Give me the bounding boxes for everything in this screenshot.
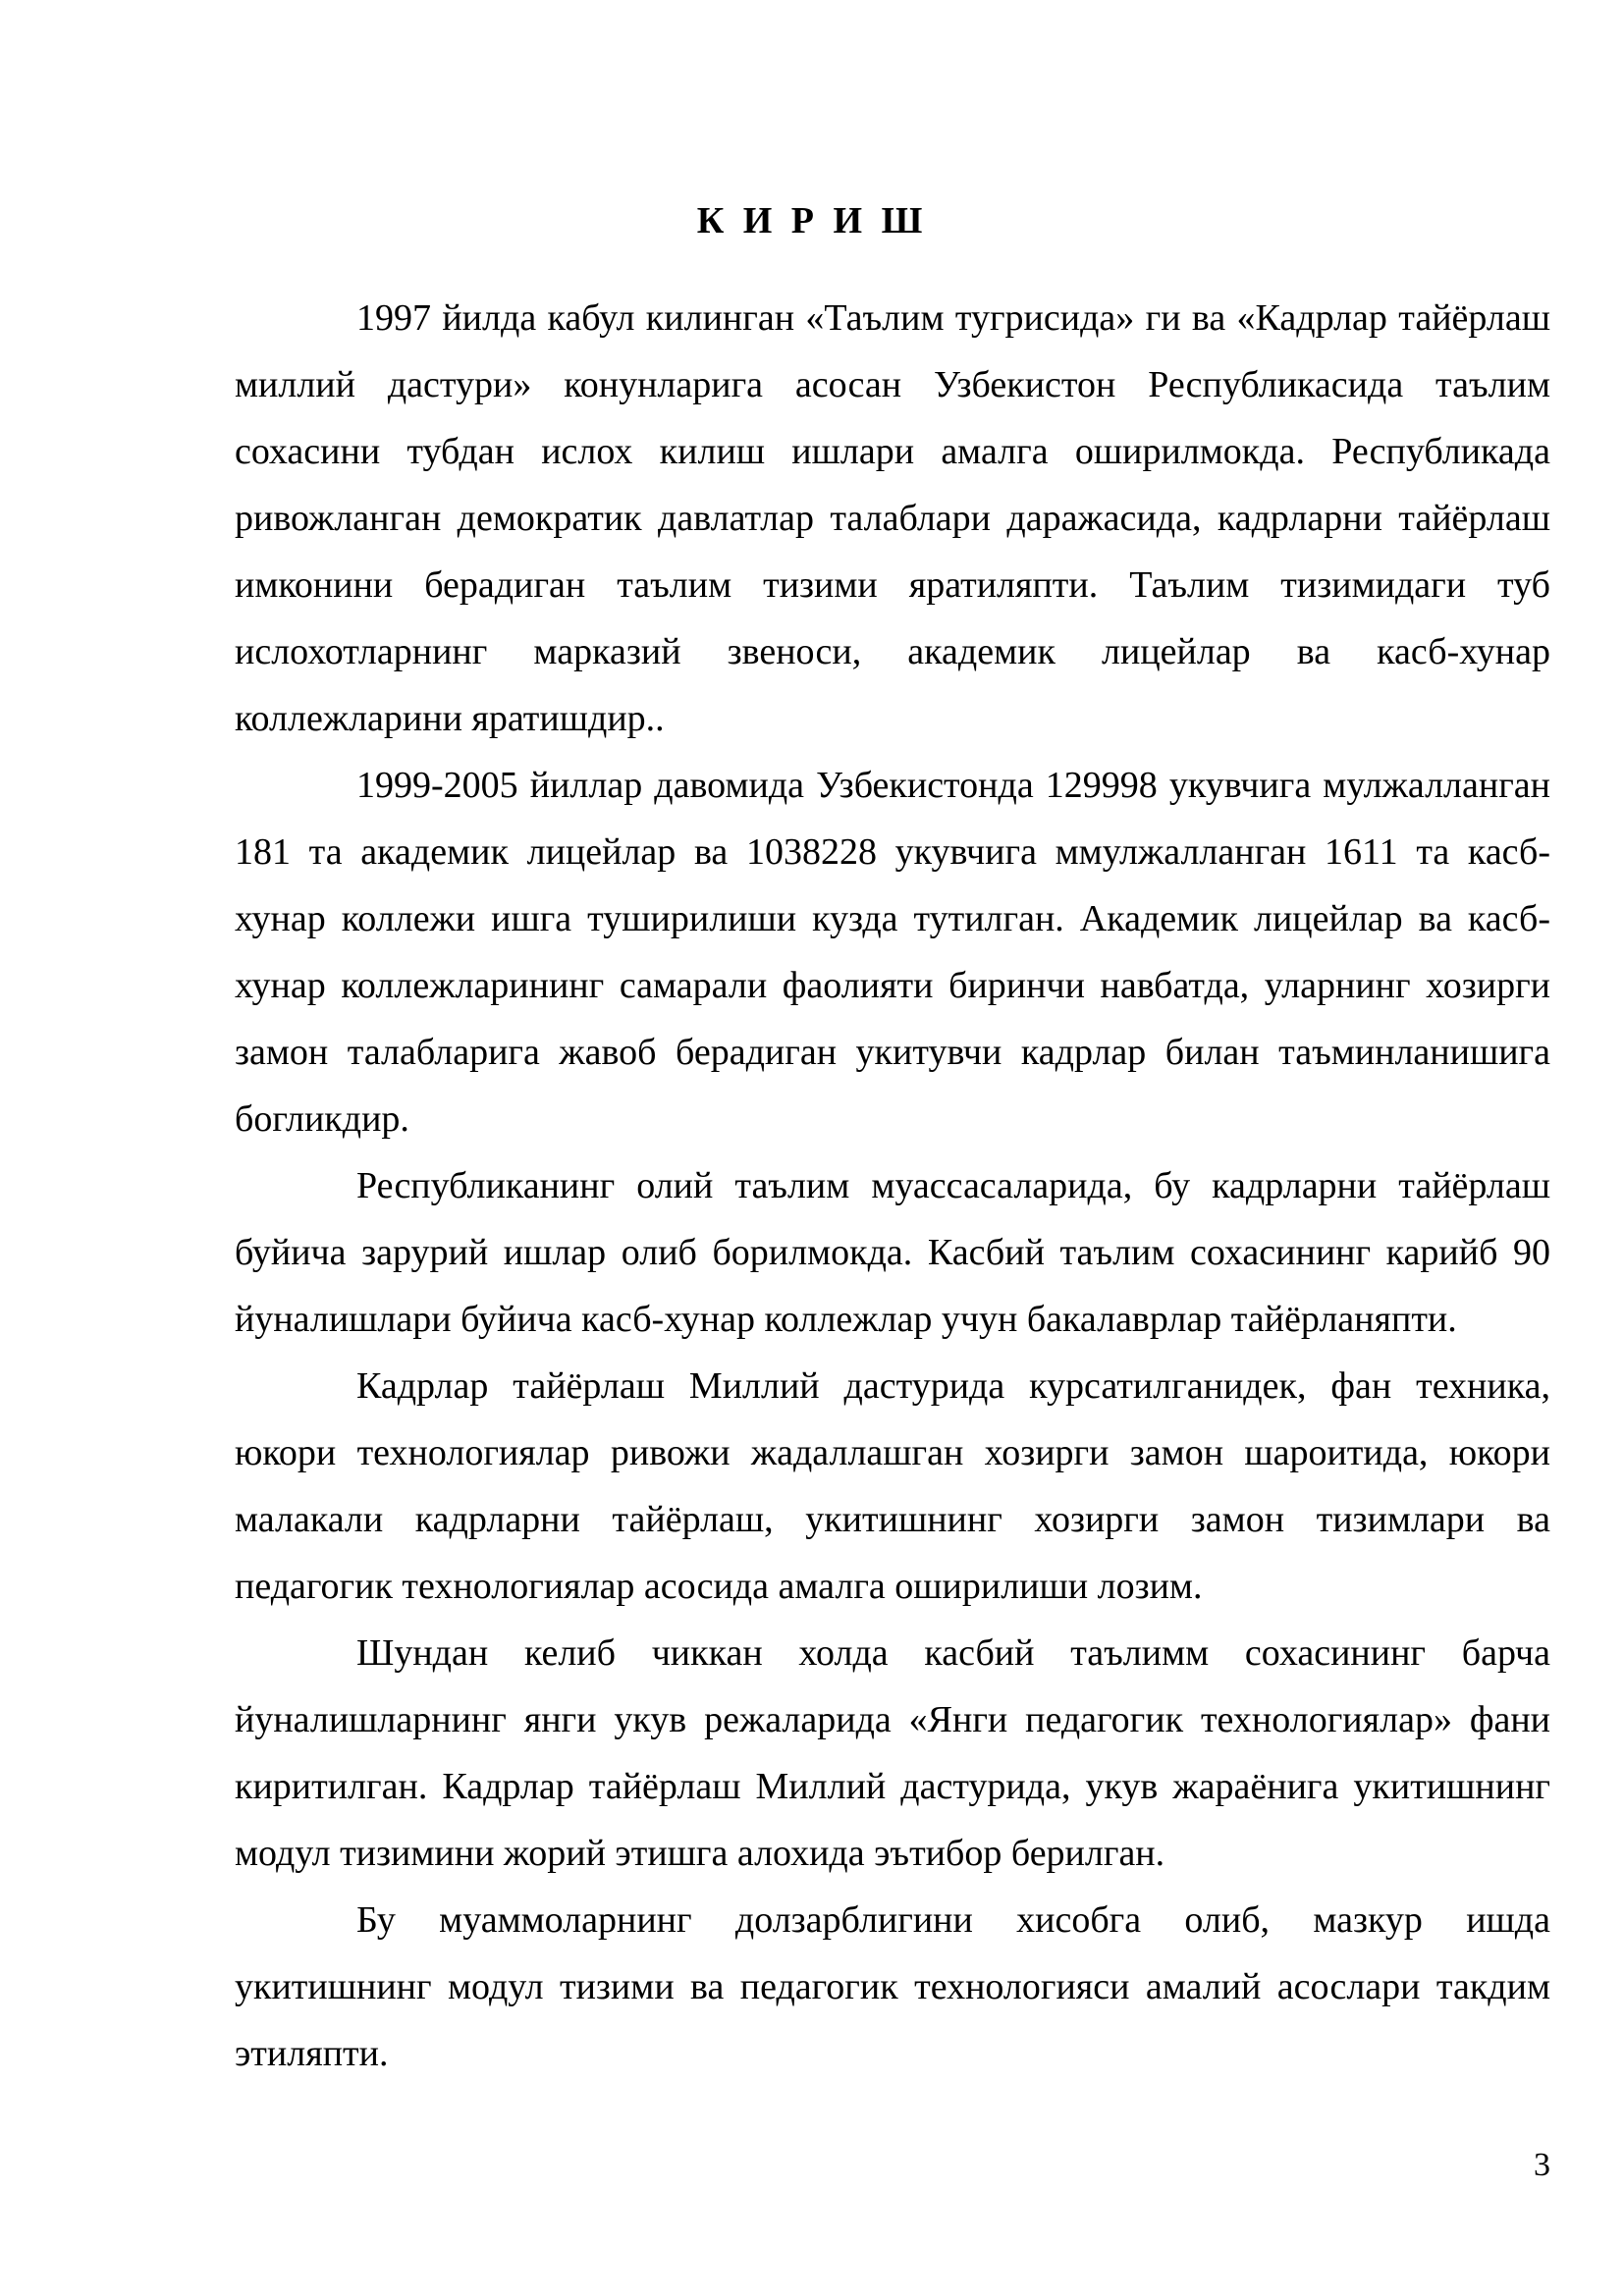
paragraph-1: 1997 йилда кабул килинган «Таълим тугрисида» ги ва «Кадрлар тайёрлаш миллий дастури» конунларига асосан Узбекистон Республикасида таълим сохасини тубдан ислох килиш ишлари амалга оширилмокда. Республикада ривожланган демократик давлатлар талаблари даражасида, кадрларни тайёрлаш имконини берадиган таълим тизими яратиляпти. Таълим тизимидаги туб ислохотларнинг марказий звеноси, академик лицейлар ва касб-хунар коллежларини яратишдир.. [235, 297, 1550, 739]
paragraph-3: Республиканинг олий таълим муассасаларида, бу кадрларни тайёрлаш буйича зарурий ишлар олиб борилмокда. Касбий таълим сохасининг карийб 90 йуналишлари буйича касб-хунар коллежлар учун бакалаврлар тайёрланяпти. [235, 1165, 1550, 1340]
page-heading: К И Р И Ш [696, 200, 928, 241]
paragraph-2: 1999-2005 йиллар давомида Узбекистонда 129998 укувчига мулжалланган 181 та академик лицейлар ва 1038228 укувчига ммулжалланган 1611 та касб-хунар коллежи ишга туширилиши кузда тутилган. Академик лицейлар ва касб-хунар коллежларининг самарали фаолияти биринчи навбатда, уларнинг хозирги замон талабларига жавоб берадиган укитувчи кадрлар билан таъминланишига богликдир. [235, 765, 1550, 1140]
body-text [235, 285, 1550, 2087]
paragraph-4: Кадрлар тайёрлаш Миллий дастурида курсатилганидек, фан техника, юкори технологиялар ривожи жадаллашган хозирги замон шароитида, юкори малакали кадрларни тайёрлаш, укитишнинг хозирги замон тизимлари ва педагогик технологиялар асосида амалга оширилиши лозим. [235, 1365, 1550, 1607]
paragraph-6: Бу муаммоларнинг долзарблигини хисобга олиб, мазкур ишда укитишнинг модул тизими ва педагогик технологияси амалий асослари такдим этиляпти. [235, 1899, 1550, 2074]
paragraph-5: Шундан келиб чиккан холда касбий таълимм сохасининг барча йуналишларнинг янги укув режаларида «Янги педагогик технологиялар» фани киритилган. Кадрлар тайёрлаш Миллий дастурида, укув жараёнига укитишнинг модул тизимини жорий этишга алохида эътибор берилган. [235, 1632, 1550, 1874]
page-number: 3 [1534, 2147, 1550, 2183]
